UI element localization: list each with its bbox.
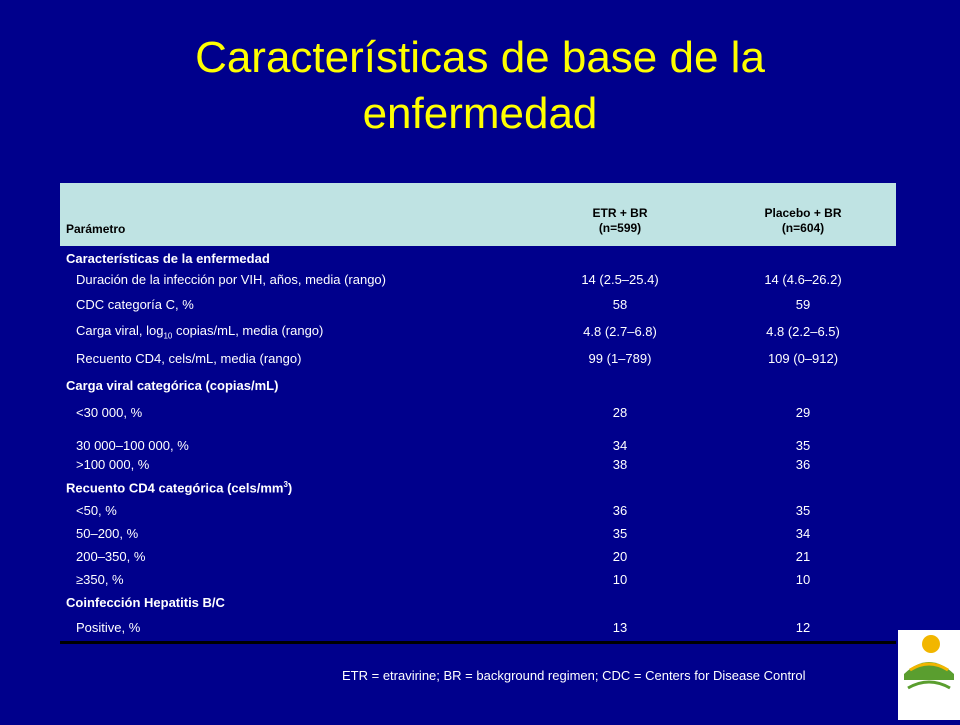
row-label-main: Carga viral, log xyxy=(76,322,164,338)
section-coinfeccion: Coinfección Hepatitis B/C xyxy=(66,595,225,610)
row-placebo-value: 34 xyxy=(795,526,811,541)
section-carga-viral: Carga viral categórica (copias/mL) xyxy=(66,378,279,393)
table-row xyxy=(60,268,896,291)
section-row xyxy=(60,246,896,268)
table-row xyxy=(60,318,896,345)
row-placebo-value: 35 xyxy=(795,438,811,453)
table-header-row xyxy=(60,183,896,246)
header-parametro: Parámetro xyxy=(60,183,530,246)
row-placebo-value: 35 xyxy=(795,503,811,518)
row-etr-value: 4.8 (2.7–6.8) xyxy=(583,324,657,339)
slide-title xyxy=(60,30,900,142)
apoyarte-logo xyxy=(898,630,960,720)
row-etr-value: 38 xyxy=(612,457,628,472)
row-etr-value: 13 xyxy=(612,620,628,635)
row-label: 200–350, % xyxy=(76,549,146,564)
table-row xyxy=(60,426,896,453)
row-label xyxy=(60,318,530,345)
row-label: Positive, % xyxy=(76,620,141,635)
section-recuento-cd4 xyxy=(60,476,896,499)
footnote: ETR = etravirine; BR = background regimen; CDC = Centers for Disease Control xyxy=(342,668,806,683)
row-placebo-value: 14 (4.6–26.2) xyxy=(764,272,842,287)
row-label: ≥350, % xyxy=(76,572,124,587)
row-etr-value: 28 xyxy=(612,405,628,420)
header-etr-n: (n=599) xyxy=(598,221,642,235)
header-etr xyxy=(530,183,710,246)
title-line-2: enfermedad xyxy=(362,89,598,138)
table-row xyxy=(60,568,896,591)
row-placebo-value: 29 xyxy=(795,405,811,420)
row-label-subscript: 10 xyxy=(163,331,173,341)
row-etr-value: 58 xyxy=(612,297,628,312)
row-label: >100 000, % xyxy=(76,457,150,472)
row-label: 30 000–100 000, % xyxy=(76,438,189,453)
apoyarte-logo-icon xyxy=(898,630,960,720)
title-line-1: Características de base de la xyxy=(195,33,765,82)
section-row xyxy=(60,476,896,499)
table-row xyxy=(60,291,896,318)
table-row xyxy=(60,399,896,426)
row-etr-value: 14 (2.5–25.4) xyxy=(581,272,659,287)
row-label-rest: copias/mL, media (rango) xyxy=(172,322,324,338)
row-label: 50–200, % xyxy=(76,526,139,541)
row-placebo-value: 36 xyxy=(795,457,811,472)
table-row xyxy=(60,453,896,476)
section-caracteristicas: Características de la enfermedad xyxy=(66,250,270,266)
row-placebo-value: 59 xyxy=(795,297,811,312)
row-placebo-value: 10 xyxy=(795,572,811,587)
row-placebo-value: 21 xyxy=(795,549,811,564)
baseline-table xyxy=(60,183,896,644)
row-etr-value: 99 (1–789) xyxy=(588,351,652,366)
section-cd4-superscript: 3 xyxy=(283,479,288,489)
section-cd4-text: Recuento CD4 categórica (cels/mm xyxy=(66,480,284,496)
table-row xyxy=(60,522,896,545)
row-label: Duración de la infección por VIH, años, media (rango) xyxy=(76,272,386,287)
row-etr-value: 34 xyxy=(612,438,628,453)
row-etr-value: 35 xyxy=(612,526,628,541)
table-row xyxy=(60,545,896,568)
section-cd4-close: ) xyxy=(287,480,293,496)
section-row xyxy=(60,591,896,614)
row-placebo-value: 109 (0–912) xyxy=(767,351,839,366)
row-etr-value: 36 xyxy=(612,503,628,518)
row-etr-value: 10 xyxy=(612,572,628,587)
row-etr-value: 20 xyxy=(612,549,628,564)
row-placebo-value: 12 xyxy=(795,620,811,635)
section-row xyxy=(60,372,896,399)
table-row xyxy=(60,345,896,372)
row-label: CDC categoría C, % xyxy=(76,297,194,312)
header-placebo-label: Placebo + BR xyxy=(764,206,842,220)
table-bottom-rule xyxy=(60,641,896,644)
row-label: <30 000, % xyxy=(76,405,143,420)
header-etr-label: ETR + BR xyxy=(592,206,648,220)
table-row xyxy=(60,499,896,522)
table-row xyxy=(60,614,896,641)
header-placebo xyxy=(710,183,896,246)
row-label: Recuento CD4, cels/mL, media (rango) xyxy=(76,351,302,366)
row-placebo-value: 4.8 (2.2–6.5) xyxy=(766,324,840,339)
header-placebo-n: (n=604) xyxy=(781,221,825,235)
row-label: <50, % xyxy=(76,503,117,518)
